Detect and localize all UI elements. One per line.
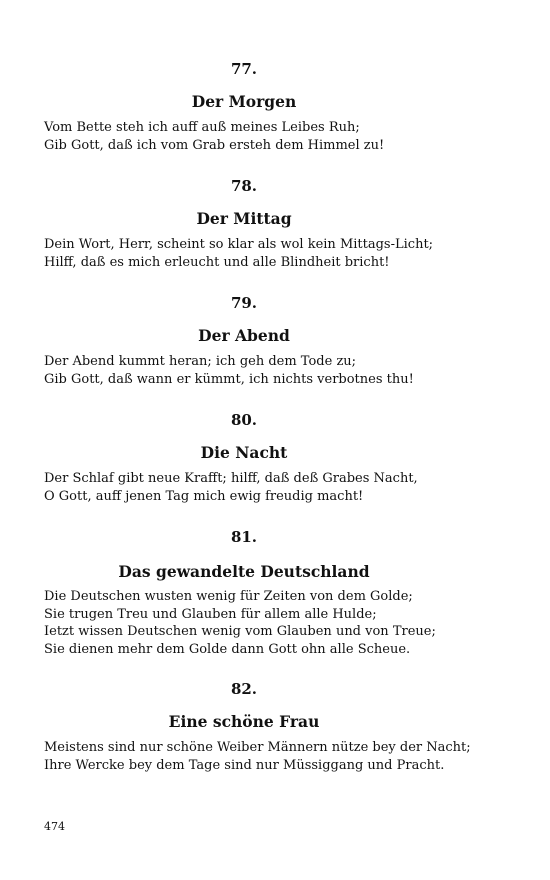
poem-line: Hilff, daß es mich erleucht und alle Blindheit bricht! [44,254,390,270]
page-number: 474 [44,820,65,833]
poem-text [44,353,504,388]
poem-number: 82. [230,680,258,698]
poem-text [44,470,504,505]
poem-line: Meistens sind nur schöne Weiber Männern nütze bey der Nacht; [44,740,471,755]
poem-text [44,739,504,774]
poem-title: Das gewandelte Deutschland [118,562,370,581]
poem-line: O Gott, auff jenen Tag mich ewig freudig macht! [44,488,364,504]
poem-title: Der Abend [198,326,290,345]
poem-line: Vom Bette steh ich auff auß meines Leibes Ruh; [44,120,360,135]
poem-number: 81. [230,528,258,546]
poem-title: Der Mittag [196,209,292,228]
poem-text [44,236,504,271]
poem-number: 78. [230,177,258,195]
poem-line: Der Schlaf gibt neue Krafft; hilff, daß deß Grabes Nacht, [44,471,418,486]
poem-text [44,119,504,154]
poem-number: 79. [230,294,258,312]
poem-text [44,588,504,658]
poem-line: Der Abend kummt heran; ich geh dem Tode zu; [44,354,357,369]
poem-line: Gib Gott, daß wann er kümmt, ich nichts verbotnes thu! [44,371,414,387]
poem-number: 77. [230,60,258,78]
poem-title: Eine schöne Frau [168,712,320,731]
poem-number: 80. [230,411,258,429]
poem-line: Die Deutschen wusten wenig für Zeiten von dem Golde; [44,589,413,604]
poem-line: Gib Gott, daß ich vom Grab ersteh dem Himmel zu! [44,137,385,153]
poem-line: Ietzt wissen Deutschen wenig vom Glauben und von Treue; [44,624,436,639]
poem-line: Ihre Wercke bey dem Tage sind nur Müssiggang und Pracht. [44,757,445,773]
poem-line: Sie dienen mehr dem Golde dann Gott ohn alle Scheue. [44,641,411,657]
poem-line: Sie trugen Treu und Glauben für allem alle Hulde; [44,606,377,622]
poem-title: Die Nacht [200,443,288,462]
poem-line: Dein Wort, Herr, scheint so klar als wol kein Mittags-Licht; [44,237,434,252]
poem-title: Der Morgen [191,92,297,111]
